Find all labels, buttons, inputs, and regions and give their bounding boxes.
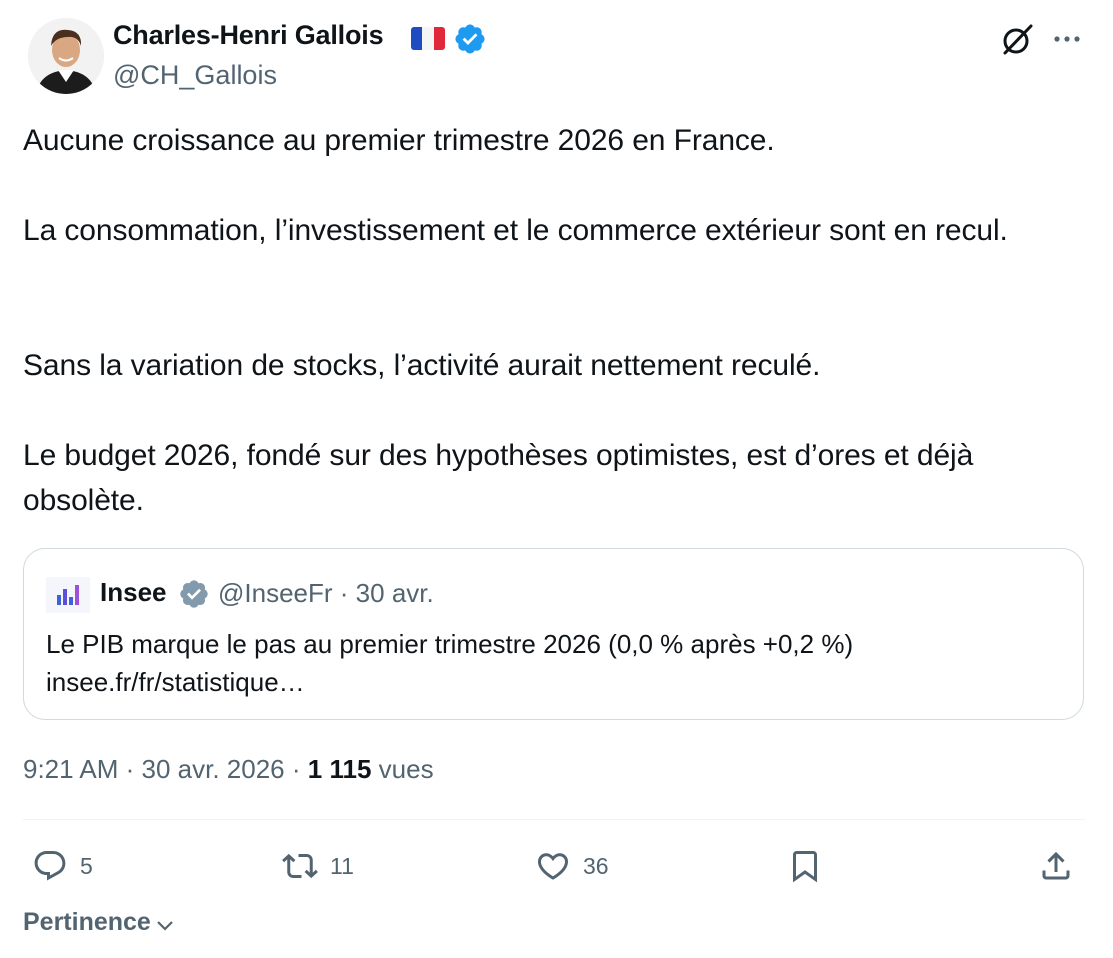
share-icon: [1038, 848, 1074, 884]
bookmark-button[interactable]: [787, 846, 823, 886]
like-count: 36: [583, 852, 609, 879]
quoted-tweet-text: Le PIB marque le pas au premier trimestre 2026 (0,0 % après +0,2 %) insee.fr/fr/statistique…: [46, 629, 854, 697]
chevron-down-icon: [153, 913, 177, 937]
reply-button[interactable]: [32, 846, 93, 886]
sort-label: Pertinence: [23, 908, 151, 936]
quoted-author-name[interactable]: Insee: [100, 577, 167, 607]
author-handle[interactable]: @CH_Gallois: [113, 60, 277, 90]
separator-dot: ·: [339, 578, 356, 608]
avatar[interactable]: [28, 18, 104, 94]
separator-dot: ·: [125, 754, 142, 784]
quoted-tweet-card[interactable]: [23, 548, 1084, 720]
repost-button[interactable]: [282, 846, 354, 886]
tweet-time[interactable]: 9:21 AM: [23, 754, 119, 784]
tweet-paragraph: Aucune croissance au premier trimestre 2026 en France.: [23, 124, 775, 157]
divider: [23, 819, 1085, 820]
repost-icon: [282, 848, 318, 884]
bookmark-icon: [787, 848, 823, 884]
tweet-paragraph: Le budget 2026, fondé sur des hypothèses optimistes, est d’ores et déjà obsolète.: [23, 439, 974, 517]
tweet-paragraph: La consommation, l’investissement et le commerce extérieur sont en recul.: [23, 214, 1008, 247]
quoted-date[interactable]: 30 avr.: [355, 578, 434, 608]
reply-count: 5: [80, 852, 93, 879]
quoted-author-handle[interactable]: @InseeFr: [218, 578, 333, 608]
sort-dropdown[interactable]: [23, 908, 177, 937]
avatar-image: [28, 18, 104, 94]
author-name[interactable]: Charles-Henri Gallois: [113, 20, 384, 50]
more-options-icon[interactable]: [1050, 26, 1084, 52]
quoted-meta: [218, 578, 434, 609]
grok-icon[interactable]: [999, 22, 1035, 58]
views-label: vues: [378, 754, 434, 784]
verified-org-badge-icon[interactable]: [178, 578, 210, 610]
repost-count: 11: [330, 852, 354, 879]
verified-badge-icon[interactable]: [453, 22, 487, 56]
tweet-meta: [23, 754, 434, 785]
tweet-paragraph: Sans la variation de stocks, l’activité aurait nettement reculé.: [23, 349, 821, 382]
share-button[interactable]: [1038, 846, 1074, 886]
like-button[interactable]: [535, 846, 609, 886]
tweet-date[interactable]: 30 avr. 2026: [141, 754, 285, 784]
france-flag-icon: [411, 27, 445, 50]
insee-logo-icon: [46, 577, 90, 613]
views-count: 1 115: [307, 754, 372, 784]
separator-dot: ·: [291, 754, 308, 784]
reply-icon: [32, 848, 68, 884]
heart-icon: [535, 848, 571, 884]
